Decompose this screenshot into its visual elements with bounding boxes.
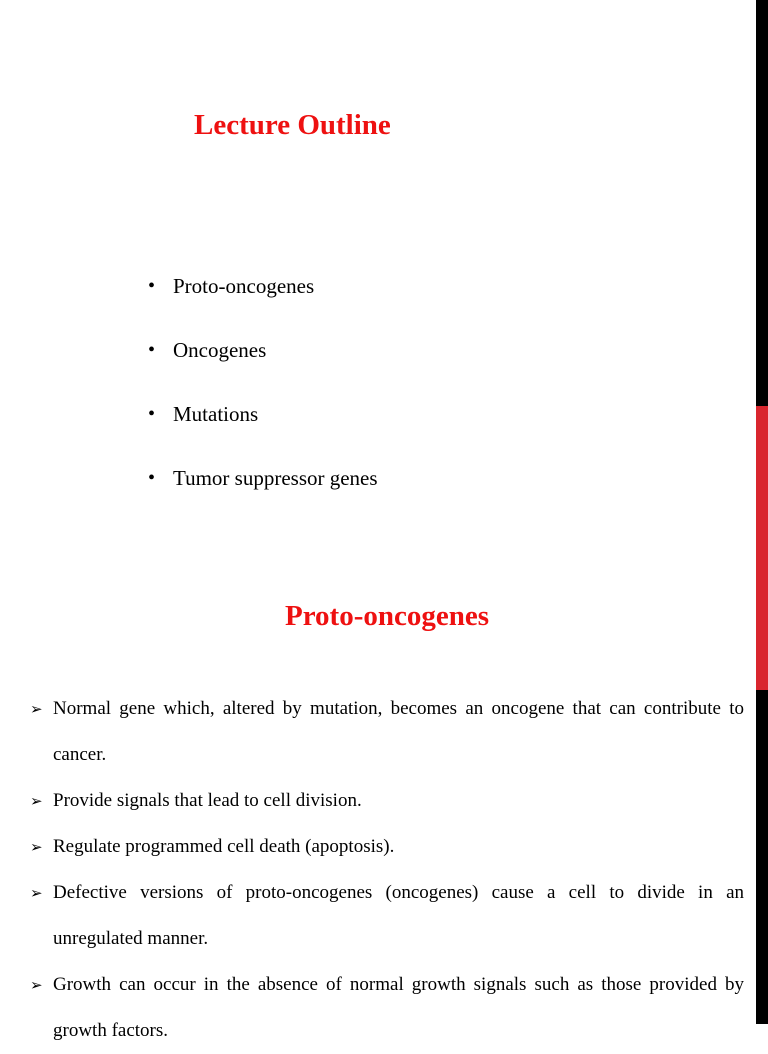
point-text: Defective versions of proto-oncogenes (oncogenes) cause a cell to divide in an unregulated manner.	[53, 882, 744, 949]
point-text: Regulate programmed cell death (apoptosis).	[53, 836, 395, 857]
outline-item-label: Mutations	[173, 402, 259, 426]
arrow-bullet-icon: ➢	[30, 976, 43, 994]
side-bar-dark	[756, 0, 768, 406]
outline-item-label: Oncogenes	[173, 338, 267, 362]
point-item	[30, 778, 744, 824]
outline-item	[148, 337, 378, 401]
side-bar-accent	[756, 406, 768, 690]
point-item	[30, 686, 744, 778]
outline-item-label: Tumor suppressor genes	[173, 466, 378, 490]
proto-oncogene-points	[30, 686, 744, 1054]
side-bar-dark-lower	[756, 690, 768, 1024]
arrow-bullet-icon: ➢	[30, 700, 43, 718]
point-item	[30, 870, 744, 962]
bullet-icon: •	[148, 467, 156, 489]
bullet-icon: •	[148, 275, 156, 297]
outline-item-label: Proto-oncogenes	[173, 274, 315, 298]
point-item	[30, 962, 744, 1054]
arrow-bullet-icon: ➢	[30, 792, 43, 810]
outline-item	[148, 401, 378, 465]
outline-list	[148, 273, 378, 529]
bullet-icon: •	[148, 403, 156, 425]
lecture-outline-title: Lecture Outline	[194, 109, 391, 141]
arrow-bullet-icon: ➢	[30, 838, 43, 856]
arrow-bullet-icon: ➢	[30, 884, 43, 902]
bullet-icon: •	[148, 339, 156, 361]
outline-item	[148, 273, 378, 337]
point-text: Provide signals that lead to cell division.	[53, 790, 362, 811]
point-text: Normal gene which, altered by mutation, becomes an oncogene that can contribute to cancer.	[53, 698, 744, 765]
point-item	[30, 824, 744, 870]
point-text: Growth can occur in the absence of normal growth signals such as those provided by growth factors.	[53, 974, 744, 1041]
section-title: Proto-oncogenes	[285, 600, 490, 632]
outline-item	[148, 465, 378, 529]
